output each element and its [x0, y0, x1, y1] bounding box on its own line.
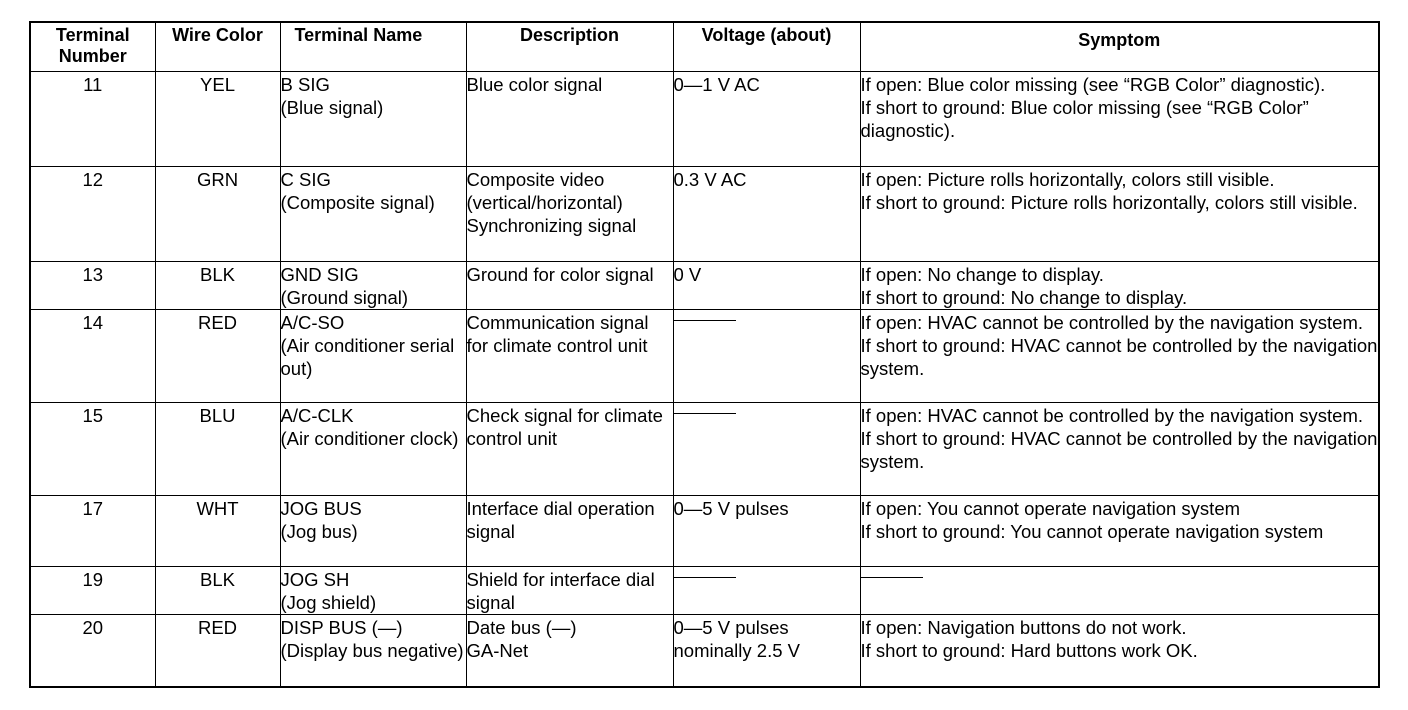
terminal-number-cell: 15 — [30, 402, 155, 495]
terminal-name-line: B SIG — [280, 73, 330, 95]
terminal-name-cell — [280, 402, 466, 495]
terminal-name-line: C SIG — [280, 168, 331, 190]
terminal-name-cell — [280, 495, 466, 566]
description-line: Check signal for climate control unit — [466, 404, 663, 449]
voltage-line: 0—5 V pulses — [673, 497, 789, 519]
wire-color-cell: BLK — [155, 261, 280, 309]
symptom-cell — [860, 495, 1379, 566]
symptom-line: If open: Picture rolls horizontally, colors still visible. — [860, 168, 1275, 190]
terminal-name-line: GND SIG — [280, 263, 359, 285]
terminal-number-cell: 19 — [30, 566, 155, 614]
terminal-name-line: JOG BUS — [280, 497, 362, 519]
symptom-line: If open: Blue color missing (see “RGB Color” diagnostic). — [860, 73, 1326, 95]
voltage-cell — [673, 566, 860, 614]
voltage-cell — [673, 614, 860, 687]
table-row — [30, 71, 1379, 166]
terminal-name-line: (Jog shield) — [280, 591, 377, 613]
description-cell — [466, 402, 673, 495]
description-line: Blue color signal — [466, 73, 603, 95]
terminal-name-cell — [280, 309, 466, 402]
symptom-line: If short to ground: HVAC cannot be controlled by the navigation system. — [860, 427, 1378, 472]
voltage-cell — [673, 261, 860, 309]
wire-color-cell: BLU — [155, 402, 280, 495]
voltage-line: nominally 2.5 V — [673, 639, 800, 661]
terminal-name-cell — [280, 166, 466, 261]
header-terminal-name: Terminal Name — [280, 22, 466, 71]
table-row — [30, 614, 1379, 687]
description-line: Date bus (—) — [466, 616, 577, 638]
description-cell — [466, 166, 673, 261]
voltage-dash — [674, 577, 736, 578]
terminal-name-line: A/C-CLK — [280, 404, 354, 426]
description-cell — [466, 614, 673, 687]
terminal-table — [29, 21, 1380, 688]
description-cell — [466, 566, 673, 614]
symptom-line: If short to ground: Picture rolls horizontally, colors still visible. — [860, 191, 1358, 213]
voltage-line: 0—5 V pulses — [673, 616, 789, 638]
terminal-number-cell: 13 — [30, 261, 155, 309]
terminal-number-cell: 20 — [30, 614, 155, 687]
symptom-dash — [861, 577, 923, 578]
wire-color-cell: BLK — [155, 566, 280, 614]
symptom-cell — [860, 614, 1379, 687]
terminal-name-line: (Jog bus) — [280, 520, 358, 542]
header-wire-color: Wire Color — [155, 22, 280, 71]
symptom-cell — [860, 402, 1379, 495]
terminal-number-cell: 11 — [30, 71, 155, 166]
symptom-cell — [860, 261, 1379, 309]
voltage-line: 0—1 V AC — [673, 73, 760, 95]
terminal-name-line: (Blue signal) — [280, 96, 384, 118]
terminal-name-line: DISP BUS (—) — [280, 616, 403, 638]
table-row — [30, 402, 1379, 495]
wire-color-cell: RED — [155, 309, 280, 402]
description-line: Shield for interface dial signal — [466, 568, 655, 613]
voltage-cell — [673, 166, 860, 261]
table-row — [30, 495, 1379, 566]
description-cell — [466, 495, 673, 566]
symptom-line: If short to ground: Hard buttons work OK. — [860, 639, 1198, 661]
symptom-line: If short to ground: Blue color missing (see “RGB Color” diagnostic). — [860, 96, 1309, 141]
description-cell — [466, 261, 673, 309]
table-row — [30, 261, 1379, 309]
description-cell — [466, 309, 673, 402]
wire-color-cell: YEL — [155, 71, 280, 166]
header-terminal-number: Terminal Number — [30, 22, 155, 71]
terminal-name-line: (Ground signal) — [280, 286, 409, 308]
description-line: GA-Net — [466, 639, 529, 661]
terminal-number-cell: 14 — [30, 309, 155, 402]
terminal-name-line: A/C-SO — [280, 311, 345, 333]
symptom-line: If open: You cannot operate navigation system — [860, 497, 1241, 519]
header-description: Description — [466, 22, 673, 71]
terminal-number-cell: 12 — [30, 166, 155, 261]
terminal-name-line: (Air conditioner serial out) — [280, 334, 455, 379]
description-line: Ground for color signal — [466, 263, 654, 285]
table-body — [30, 71, 1379, 687]
voltage-cell — [673, 71, 860, 166]
terminal-name-cell — [280, 261, 466, 309]
voltage-dash — [674, 320, 736, 321]
header-row — [30, 22, 1379, 71]
terminal-name-line: JOG SH — [280, 568, 350, 590]
terminal-name-line: (Composite signal) — [280, 191, 435, 213]
terminal-name-line: (Display bus negative) — [280, 639, 464, 661]
terminal-name-line: (Air conditioner clock) — [280, 427, 459, 449]
terminal-number-cell: 17 — [30, 495, 155, 566]
symptom-cell — [860, 166, 1379, 261]
symptom-cell — [860, 566, 1379, 614]
symptom-line: If open: No change to display. — [860, 263, 1104, 285]
voltage-line: 0.3 V AC — [673, 168, 747, 190]
table-row — [30, 566, 1379, 614]
terminal-name-cell — [280, 566, 466, 614]
symptom-line: If open: HVAC cannot be controlled by the navigation system. — [860, 404, 1364, 426]
voltage-cell — [673, 402, 860, 495]
symptom-cell — [860, 71, 1379, 166]
description-cell — [466, 71, 673, 166]
voltage-dash — [674, 413, 736, 414]
table-header — [30, 22, 1379, 71]
wire-color-cell: RED — [155, 614, 280, 687]
description-line: Interface dial operation signal — [466, 497, 655, 542]
symptom-cell — [860, 309, 1379, 402]
symptom-line: If short to ground: You cannot operate navigation system — [860, 520, 1324, 542]
header-symptom: Symptom — [860, 22, 1379, 71]
symptom-line: If short to ground: No change to display. — [860, 286, 1188, 308]
symptom-line: If short to ground: HVAC cannot be controlled by the navigation system. — [860, 334, 1378, 379]
description-line: Communication signal for climate control unit — [466, 311, 649, 356]
wire-color-cell: GRN — [155, 166, 280, 261]
symptom-line: If open: HVAC cannot be controlled by the navigation system. — [860, 311, 1364, 333]
table-row — [30, 309, 1379, 402]
wire-color-cell: WHT — [155, 495, 280, 566]
description-line: Composite video (vertical/horizontal) Synchronizing signal — [466, 168, 637, 236]
voltage-cell — [673, 309, 860, 402]
voltage-line: 0 V — [673, 263, 702, 285]
voltage-cell — [673, 495, 860, 566]
symptom-line: If open: Navigation buttons do not work. — [860, 616, 1187, 638]
terminal-name-cell — [280, 71, 466, 166]
terminal-name-cell — [280, 614, 466, 687]
header-voltage: Voltage (about) — [673, 22, 860, 71]
table-row — [30, 166, 1379, 261]
